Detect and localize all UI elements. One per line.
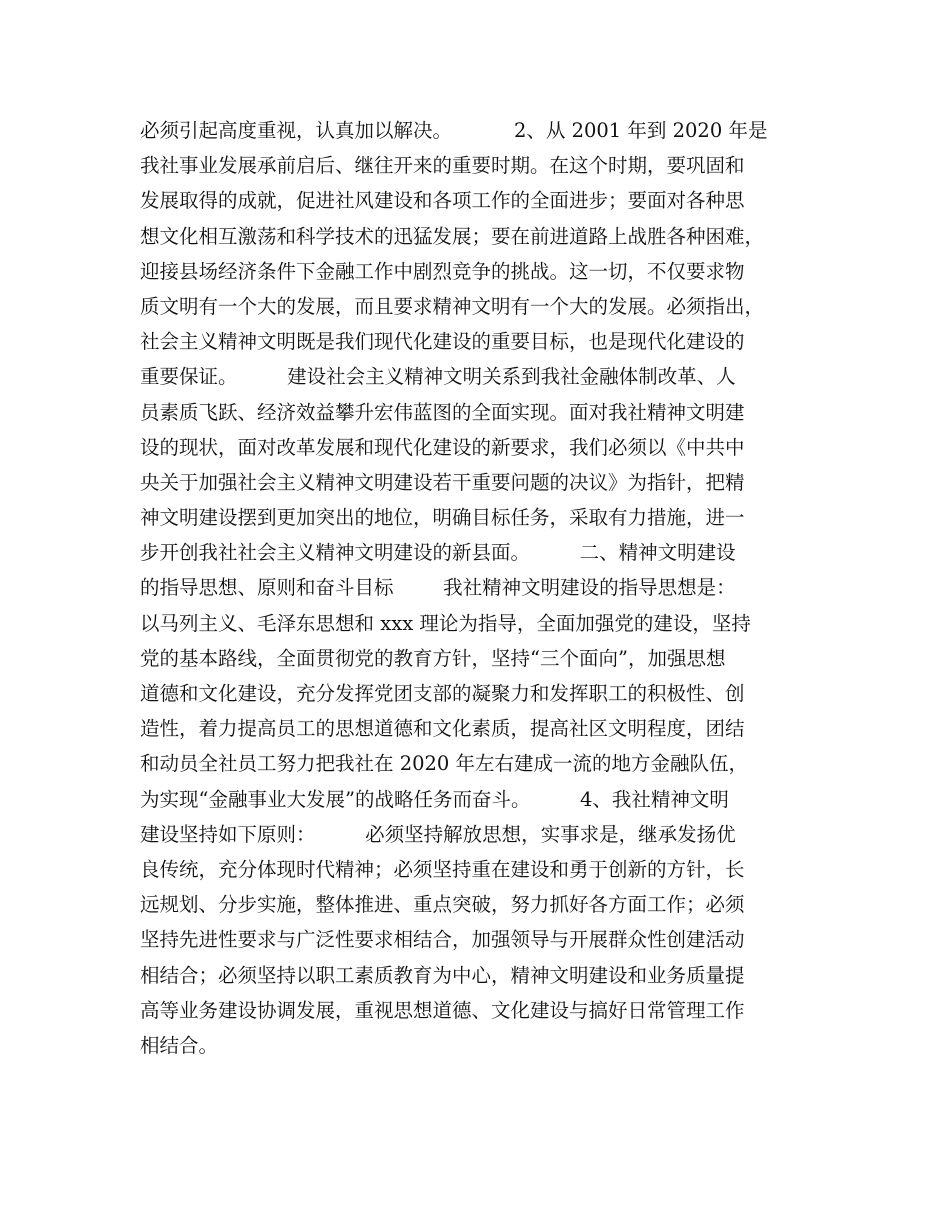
- text-line: 员素质飞跃、经济效益攀升宏伟蓝图的全面实现。面对我社精神文明建: [140, 400, 745, 424]
- body-text: [140, 113, 830, 1063]
- text-line: 以马列主义、毛泽东思想和 xxx 理论为指导，全面加强党的建设，坚持: [140, 611, 751, 635]
- text-line: 坚持先进性要求与广泛性要求相结合，加强领导与开展群众性创建活动: [140, 928, 745, 952]
- text-line: 我社事业发展承前启后、继往开来的重要时期。在这个时期，要巩固和: [140, 154, 745, 178]
- text-line: 为实现“金融事业大发展”的战略任务而奋斗。 4、我社精神文明: [140, 787, 729, 811]
- text-line: 的指导思想、原则和奋斗目标 我社精神文明建设的指导思想是：: [140, 576, 736, 600]
- text-line: 步开创我社社会主义精神文明建设的新县面。 二、精神文明建设: [140, 541, 736, 565]
- text-line: 发展取得的成就，促进社风建设和各项工作的全面进步；要面对各种思: [140, 189, 745, 213]
- text-line: 造性，着力提高员工的思想道德和文化素质，提高社区文明程度，团结: [140, 717, 745, 741]
- text-line: 道德和文化建设，充分发挥党团支部的凝聚力和发挥职工的积极性、创: [140, 682, 745, 705]
- text-line: 党的基本路线，全面贯彻党的教育方针，坚持“三个面向”，加强思想: [140, 646, 726, 670]
- text-line: 和动员全社员工努力把我社在 2020 年左右建成一流的地方金融队伍，: [140, 752, 749, 776]
- text-line: 高等业务建设协调发展，重视思想道德、文化建设与搞好日常管理工作: [140, 998, 745, 1022]
- text-line: 重要保证。 建设社会主义精神文明关系到我社金融体制改革、人: [140, 365, 736, 389]
- text-line: 必须引起高度重视，认真加以解决。 2、从 2001 年到 2020 年是: [140, 119, 768, 142]
- text-line: 相结合；必须坚持以职工素质教育为中心，精神文明建设和业务质量提: [140, 963, 745, 987]
- text-line: 相结合。: [140, 1033, 219, 1057]
- text-line: 良传统，充分体现时代精神；必须坚持重在建设和勇于创新的方针，长: [140, 857, 745, 881]
- text-line: 央关于加强社会主义精神文明建设若干重要问题的决议》为指针，把精: [140, 470, 745, 494]
- text-line: 神文明建设摆到更加突出的地位，明确目标任务，采取有力措施，进一: [140, 506, 745, 530]
- text-line: 建设坚持如下原则： 必须坚持解放思想，实事求是，继承发扬优: [140, 822, 736, 846]
- text-line: 想文化相互激荡和科学技术的迅猛发展；要在前进道路上战胜各种困难，: [140, 224, 765, 248]
- text-line: 质文明有一个大的发展，而且要求精神文明有一个大的发展。必须指出，: [140, 294, 765, 318]
- text-line: 社会主义精神文明既是我们现代化建设的重要目标，也是现代化建设的: [140, 330, 745, 354]
- text-line: 远规划、分步实施，整体推进、重点突破，努力抓好各方面工作；必须: [140, 893, 745, 917]
- text-line: 迎接县场经济条件下金融工作中剧烈竞争的挑战。这一切，不仅要求物: [140, 259, 745, 283]
- text-line: 设的现状，面对改革发展和现代化建设的新要求，我们必须以《中共中: [140, 435, 745, 459]
